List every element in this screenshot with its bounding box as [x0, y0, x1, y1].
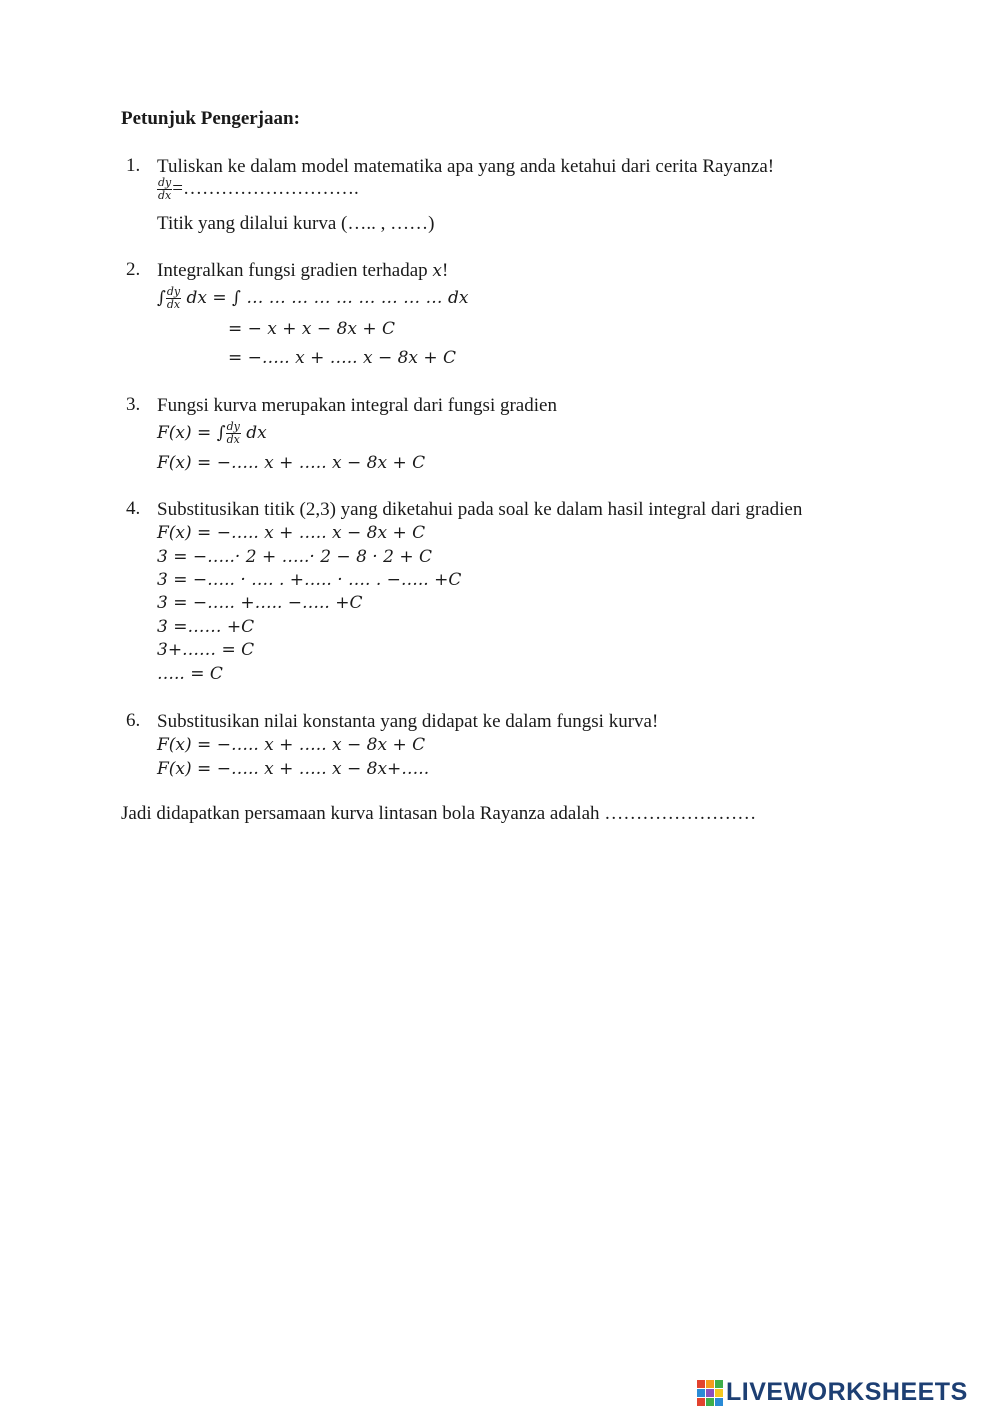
dy-dx-fraction: $\frac{dy}{dx}$ — [166, 285, 181, 311]
instruction-text: Integralkan fungsi gradien terhadap x! — [157, 260, 449, 281]
item-number: 1. — [126, 155, 141, 176]
substitution-line[interactable]: 3 =…… +C — [157, 617, 255, 637]
substitution-line[interactable]: 3+…… = C — [157, 640, 255, 660]
final-function-line[interactable]: F(x) = −….. x + ….. x − 8x + C — [157, 735, 426, 755]
substitution-line[interactable]: 3 = −….. · …. . +….. · …. . −….. +C — [157, 570, 462, 590]
dy-dx-fraction: $\frac{dy}{dx}$ — [158, 176, 172, 203]
integral-line-2[interactable]: = − x + x − 8x + C — [228, 319, 396, 339]
answer-blank[interactable]: =………………………. — [172, 178, 359, 199]
brand-name: LIVEWORKSHEETS — [726, 1378, 968, 1406]
point-line[interactable]: Titik yang dilalui kurva (….. , ……) — [157, 213, 435, 234]
substitution-line[interactable]: 3 = −….. +….. −….. +C — [157, 593, 363, 613]
substitution-line[interactable]: ….. = C — [157, 664, 223, 684]
item-number: 4. — [126, 498, 141, 519]
liveworksheets-logo — [697, 1378, 968, 1407]
final-function-line[interactable]: F(x) = −….. x + ….. x − 8x+….. — [157, 759, 430, 779]
instruction-text: Substitusikan nilai konstanta yang didapat ke dalam fungsi kurva! — [157, 711, 659, 732]
substitution-line[interactable]: F(x) = −….. x + ….. x − 8x + C — [157, 523, 426, 543]
integral-line-1[interactable]: ∫ $\frac{dy}{dx}$ dx = ∫ … … … … … … … … … dx — [157, 285, 469, 311]
instruction-text: Fungsi kurva merupakan integral dari fungsi gradien — [157, 395, 557, 416]
curve-integral-line: F(x) = ∫ $\frac{dy}{dx}$ dx — [157, 420, 267, 446]
logo-icon — [697, 1380, 723, 1406]
item-number: 3. — [126, 394, 141, 415]
item-number: 6. — [126, 710, 141, 731]
curve-function-line[interactable]: F(x) = −….. x + ….. x − 8x + C — [157, 453, 426, 473]
derivative-line — [157, 177, 359, 202]
page-heading: Petunjuk Pengerjaan: — [121, 108, 300, 129]
dy-dx-fraction: $\frac{dy}{dx}$ — [226, 420, 240, 446]
instruction-text: Tuliskan ke dalam model matematika apa yang anda ketahui dari cerita Rayanza! — [157, 156, 775, 177]
substitution-line[interactable]: 3 = −…..· 2 + …..· 2 − 8 · 2 + C — [157, 547, 432, 567]
instruction-text: Substitusikan titik (2,3) yang diketahui pada soal ke dalam hasil integral dari gradien — [157, 499, 803, 520]
conclusion-line[interactable]: Jadi didapatkan persamaan kurva lintasan bola Rayanza adalah …………………… — [121, 803, 757, 824]
integral-line-3[interactable]: = −….. x + ….. x − 8x + C — [228, 348, 457, 368]
item-number: 2. — [126, 259, 141, 280]
